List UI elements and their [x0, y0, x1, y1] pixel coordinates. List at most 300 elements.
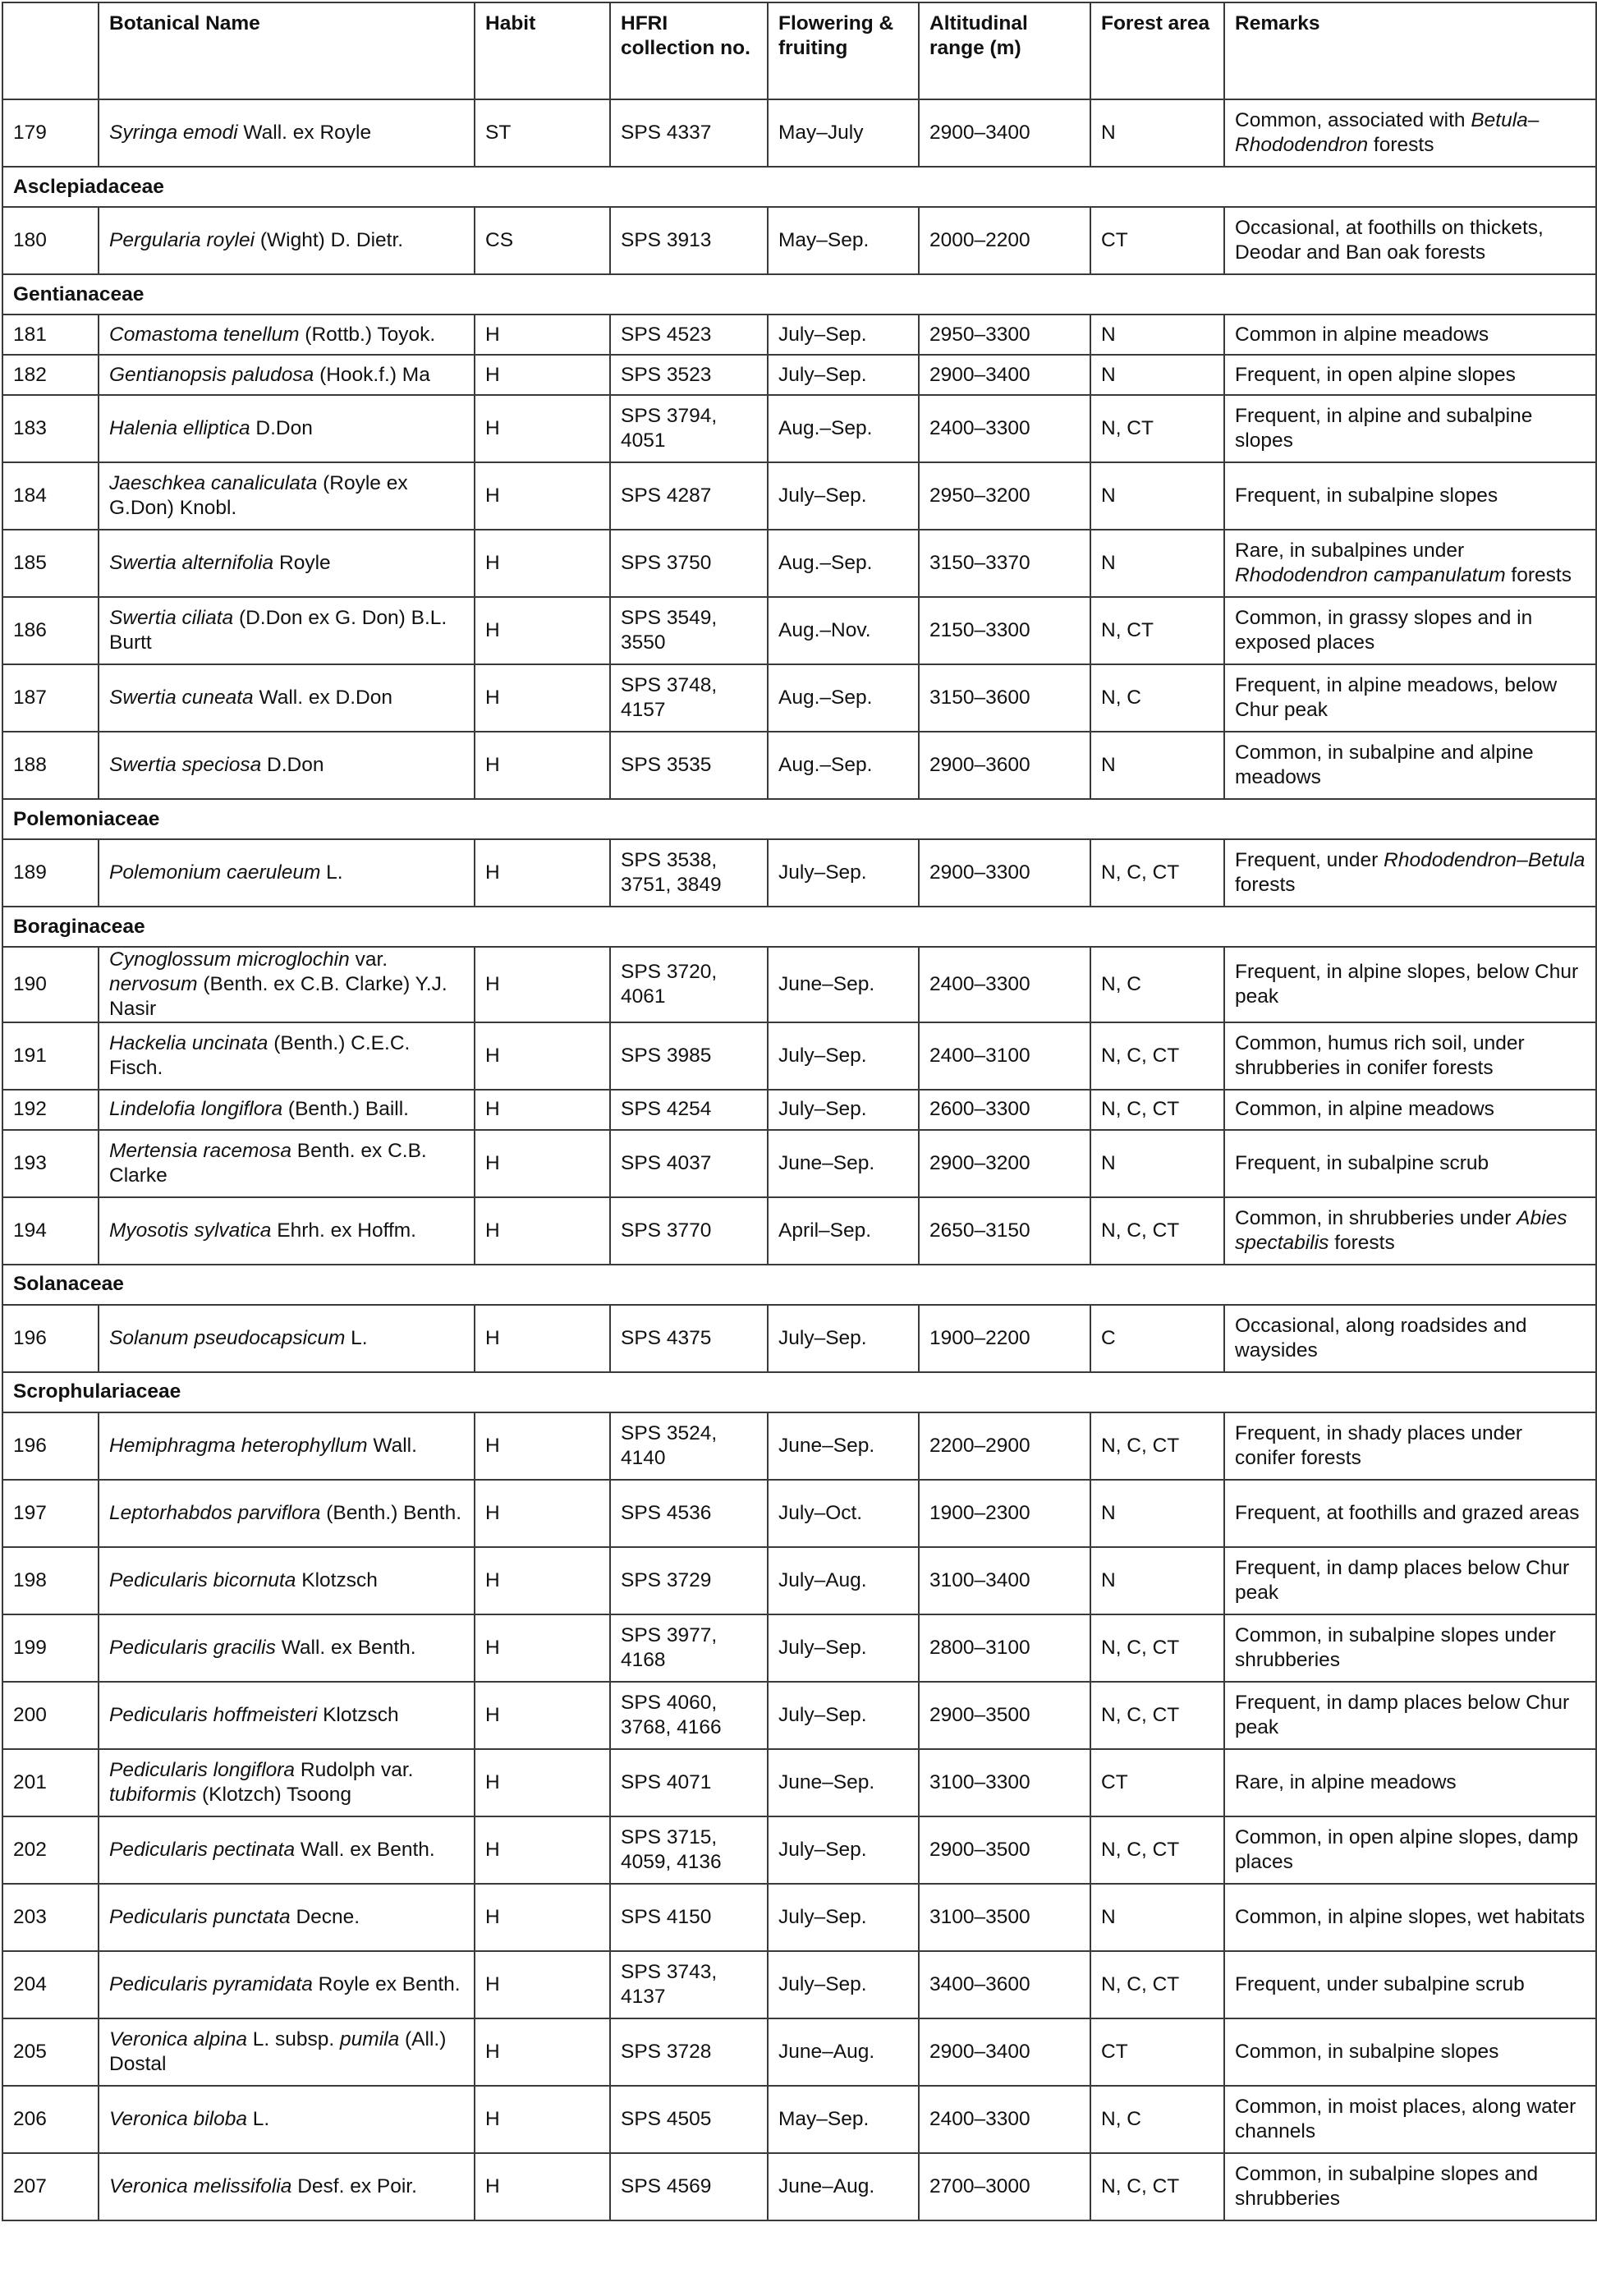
row-number-cell: 194	[2, 1197, 99, 1265]
forest-area-cell: N, C, CT	[1090, 1022, 1224, 1090]
habit-cell: H	[475, 1951, 610, 2018]
text-segment: Pedicularis pyramidata	[109, 1972, 313, 1995]
altitude-cell: 1900–2200	[919, 1305, 1090, 1372]
text-segment: Wall. ex D.Don	[253, 687, 392, 709]
text-segment: –	[1517, 849, 1528, 872]
botanical-name-cell	[99, 1130, 475, 1197]
table-header-row	[2, 2, 1596, 99]
remarks-cell	[1224, 597, 1596, 664]
flowering-cell: Aug.–Nov.	[768, 597, 919, 664]
collection-number-cell: SPS 4287	[610, 462, 768, 530]
text-segment: (All.) Dostal	[109, 2027, 447, 2075]
collection-number-cell: SPS 3720, 4061	[610, 947, 768, 1022]
botanical-name-cell	[99, 355, 475, 395]
remarks-cell	[1224, 207, 1596, 274]
habit-cell: H	[475, 732, 610, 799]
family-name: Asclepiadaceae	[2, 167, 1596, 207]
text-segment: (Rottb.) Toyok.	[299, 323, 436, 346]
collection-number-cell: SPS 3523	[610, 355, 768, 395]
row-number-cell: 185	[2, 530, 99, 597]
text-segment: forests	[1235, 874, 1296, 896]
altitude-cell: 2200–2900	[919, 1412, 1090, 1480]
text-segment: Hemiphragma heterophyllum	[109, 1434, 368, 1457]
family-name: Polemoniaceae	[2, 799, 1596, 839]
collection-number-cell: SPS 3715, 4059, 4136	[610, 1816, 768, 1884]
collection-number-cell: SPS 3985	[610, 1022, 768, 1090]
botanical-name-cell	[99, 99, 475, 167]
remarks-cell	[1224, 1090, 1596, 1130]
text-segment: Wall. ex Benth.	[275, 1636, 416, 1659]
botanical-name-cell	[99, 732, 475, 799]
text-segment: Syringa emodi	[109, 122, 238, 145]
row-number-cell: 191	[2, 1022, 99, 1090]
botanical-name-cell	[99, 395, 475, 462]
remarks-cell	[1224, 1197, 1596, 1265]
flowering-cell: May–Sep.	[768, 207, 919, 274]
header-cell-forest-area: Forest area	[1090, 2, 1224, 99]
text-segment: Swertia ciliata	[109, 607, 234, 630]
remarks-cell	[1224, 1816, 1596, 1884]
altitude-cell: 2400–3100	[919, 1022, 1090, 1090]
remarks-cell	[1224, 355, 1596, 395]
text-segment: (Benth.) C.E.C. Fisch.	[109, 1031, 411, 1079]
table-row	[2, 1022, 1596, 1090]
text-segment: Hackelia uncinata	[109, 1031, 268, 1054]
table-row	[2, 839, 1596, 907]
text-segment: Frequent, in damp places below Chur peak	[1235, 1691, 1570, 1738]
table-row	[2, 315, 1596, 355]
text-segment: Klotzsch	[317, 1703, 399, 1726]
family-name: Solanaceae	[2, 1265, 1596, 1305]
text-segment: Rare, in subalpines under	[1235, 540, 1465, 563]
text-segment: Royle ex Benth.	[312, 1972, 461, 1995]
text-segment: D.Don	[250, 417, 313, 440]
forest-area-cell: N	[1090, 99, 1224, 167]
text-segment: Common, in open alpine slopes, damp places	[1235, 1825, 1579, 1873]
text-segment: Frequent, under	[1235, 849, 1384, 872]
text-segment: –	[1527, 109, 1540, 132]
text-segment: var.	[349, 948, 388, 971]
text-segment: (Benth.) Benth.	[320, 1501, 462, 1524]
forest-area-cell: N	[1090, 530, 1224, 597]
altitude-cell: 2400–3300	[919, 2086, 1090, 2153]
forest-area-cell: N, CT	[1090, 395, 1224, 462]
text-segment: Rhododendron campanulatum	[1235, 564, 1506, 586]
text-segment: Pergularia roylei	[109, 229, 255, 252]
habit-cell: H	[475, 597, 610, 664]
text-segment: Lindelofia longiflora	[109, 1098, 283, 1121]
forest-area-cell: N	[1090, 732, 1224, 799]
text-segment: Common, in alpine slopes, wet habitats	[1235, 1905, 1586, 1928]
text-segment: Betula	[1471, 109, 1528, 132]
text-segment: Wall. ex Royle	[237, 122, 372, 145]
altitude-cell: 2900–3500	[919, 1816, 1090, 1884]
family-name: Boraginaceae	[2, 907, 1596, 947]
altitude-cell: 2950–3300	[919, 315, 1090, 355]
habit-cell: CS	[475, 207, 610, 274]
collection-number-cell: SPS 4071	[610, 1749, 768, 1816]
text-segment: Veronica melissifolia	[109, 2174, 292, 2197]
text-segment: Frequent, under subalpine scrub	[1235, 1972, 1525, 1995]
botanical-name-cell	[99, 1022, 475, 1090]
flowering-cell: July–Sep.	[768, 1816, 919, 1884]
remarks-cell	[1224, 2086, 1596, 2153]
botanical-name-cell	[99, 1547, 475, 1614]
flowering-cell: July–Sep.	[768, 1682, 919, 1749]
family-header-row	[2, 1372, 1596, 1412]
botanical-name-cell	[99, 1682, 475, 1749]
text-segment: Klotzsch	[296, 1568, 378, 1591]
text-segment: Solanum pseudocapsicum	[109, 1326, 346, 1349]
forest-area-cell: N	[1090, 315, 1224, 355]
text-segment: (Royle ex G.Don) Knobl.	[109, 472, 408, 519]
collection-number-cell: SPS 3750	[610, 530, 768, 597]
forest-area-cell: N, C, CT	[1090, 1197, 1224, 1265]
row-number-cell: 182	[2, 355, 99, 395]
text-segment: Cynoglossum microglochin	[109, 948, 350, 971]
text-segment: Common, in shrubberies under	[1235, 1206, 1517, 1229]
table-row	[2, 1951, 1596, 2018]
forest-area-cell: N, CT	[1090, 597, 1224, 664]
row-number-cell: 183	[2, 395, 99, 462]
altitude-cell: 2900–3200	[919, 1130, 1090, 1197]
text-segment: Frequent, in alpine meadows, below Chur peak	[1235, 674, 1558, 721]
text-segment: nervosum	[109, 972, 198, 995]
header-cell-number	[2, 2, 99, 99]
flowering-cell: June–Sep.	[768, 1412, 919, 1480]
text-segment: Common, in subalpine and alpine meadows	[1235, 742, 1534, 788]
row-number-cell: 201	[2, 1749, 99, 1816]
botanical-name-cell	[99, 207, 475, 274]
table-body	[2, 99, 1596, 2220]
botanical-name-cell	[99, 1305, 475, 1372]
habit-cell: H	[475, 2018, 610, 2086]
habit-cell: H	[475, 1090, 610, 1130]
altitude-cell: 1900–2300	[919, 1480, 1090, 1547]
forest-area-cell: N, C, CT	[1090, 1614, 1224, 1682]
flowering-cell: July–Sep.	[768, 1090, 919, 1130]
forest-area-cell: N, C, CT	[1090, 1412, 1224, 1480]
collection-number-cell: SPS 3728	[610, 2018, 768, 2086]
collection-number-cell: SPS 3729	[610, 1547, 768, 1614]
flowering-cell: April–Sep.	[768, 1197, 919, 1265]
text-segment: Swertia speciosa	[109, 754, 262, 777]
row-number-cell: 184	[2, 462, 99, 530]
row-number-cell: 205	[2, 2018, 99, 2086]
flowering-cell: July–Sep.	[768, 315, 919, 355]
text-segment: Frequent, in open alpine slopes	[1235, 363, 1516, 386]
header-cell-flowering: Flowering & fruiting	[768, 2, 919, 99]
altitude-cell: 2150–3300	[919, 597, 1090, 664]
collection-number-cell: SPS 3524, 4140	[610, 1412, 768, 1480]
forest-area-cell: N	[1090, 355, 1224, 395]
table-row	[2, 355, 1596, 395]
collection-number-cell: SPS 4523	[610, 315, 768, 355]
collection-number-cell: SPS 4505	[610, 2086, 768, 2153]
altitude-cell: 2400–3300	[919, 947, 1090, 1022]
remarks-cell	[1224, 1412, 1596, 1480]
botanical-name-cell	[99, 530, 475, 597]
row-number-cell: 202	[2, 1816, 99, 1884]
row-number-cell: 198	[2, 1547, 99, 1614]
habit-cell: H	[475, 1022, 610, 1090]
habit-cell: H	[475, 839, 610, 907]
flowering-cell: July–Sep.	[768, 1614, 919, 1682]
habit-cell: H	[475, 315, 610, 355]
text-segment: forests	[1329, 1231, 1395, 1254]
table-row	[2, 207, 1596, 274]
collection-number-cell: SPS 4337	[610, 99, 768, 167]
forest-area-cell: N, C	[1090, 2086, 1224, 2153]
remarks-cell	[1224, 2153, 1596, 2220]
text-segment: Rhododendron	[1384, 849, 1517, 872]
remarks-cell	[1224, 1614, 1596, 1682]
text-segment: (Benth. ex C.B. Clarke) Y.J. Nasir	[109, 972, 447, 1020]
botanical-name-cell	[99, 947, 475, 1022]
altitude-cell: 2400–3300	[919, 395, 1090, 462]
botanical-name-cell	[99, 1480, 475, 1547]
forest-area-cell: N, C, CT	[1090, 1682, 1224, 1749]
text-segment: Rare, in alpine meadows	[1235, 1770, 1457, 1793]
text-segment: Frequent, in subalpine slopes	[1235, 484, 1498, 507]
text-segment: Myosotis sylvatica	[109, 1219, 272, 1242]
flowering-cell: July–Sep.	[768, 839, 919, 907]
altitude-cell: 2800–3100	[919, 1614, 1090, 1682]
table-row	[2, 1130, 1596, 1197]
text-segment: Pedicularis bicornuta	[109, 1568, 296, 1591]
habit-cell: H	[475, 2086, 610, 2153]
habit-cell: H	[475, 664, 610, 732]
row-number-cell: 186	[2, 597, 99, 664]
botanical-name-cell	[99, 664, 475, 732]
collection-number-cell: SPS 3549, 3550	[610, 597, 768, 664]
text-segment: Ehrh. ex Hoffm.	[271, 1219, 416, 1242]
altitude-cell: 2900–3400	[919, 355, 1090, 395]
collection-number-cell: SPS 3770	[610, 1197, 768, 1265]
habit-cell: H	[475, 1197, 610, 1265]
text-segment: Frequent, in subalpine scrub	[1235, 1151, 1489, 1174]
text-segment: Common, associated with	[1235, 109, 1471, 132]
text-segment: L.	[246, 2107, 270, 2130]
text-segment: Veronica biloba	[109, 2107, 247, 2130]
altitude-cell: 3100–3500	[919, 1884, 1090, 1951]
altitude-cell: 3100–3300	[919, 1749, 1090, 1816]
table-row	[2, 1305, 1596, 1372]
table-row	[2, 664, 1596, 732]
botanical-name-cell	[99, 1884, 475, 1951]
forest-area-cell: N	[1090, 1547, 1224, 1614]
row-number-cell: 200	[2, 1682, 99, 1749]
botanical-name-cell	[99, 2086, 475, 2153]
text-segment: Pedicularis pectinata	[109, 1838, 296, 1861]
text-segment: Halenia elliptica	[109, 417, 250, 440]
forest-area-cell: CT	[1090, 1749, 1224, 1816]
habit-cell: H	[475, 395, 610, 462]
altitude-cell: 2900–3500	[919, 1682, 1090, 1749]
altitude-cell: 3400–3600	[919, 1951, 1090, 2018]
remarks-cell	[1224, 1022, 1596, 1090]
text-segment: Veronica alpina	[109, 2027, 247, 2050]
botanical-name-cell	[99, 1197, 475, 1265]
text-segment: Rhododendron	[1235, 134, 1369, 156]
collection-number-cell: SPS 4037	[610, 1130, 768, 1197]
text-segment: (Klotzch) Tsoong	[196, 1783, 352, 1806]
habit-cell: H	[475, 1547, 610, 1614]
text-segment: Swertia alternifolia	[109, 552, 274, 575]
flowering-cell: July–Sep.	[768, 1022, 919, 1090]
flowering-cell: May–July	[768, 99, 919, 167]
text-segment: Pedicularis gracilis	[109, 1636, 276, 1659]
flowering-cell: July–Sep.	[768, 1951, 919, 2018]
text-segment: (Wight) D. Dietr.	[255, 229, 404, 252]
row-number-cell: 180	[2, 207, 99, 274]
altitude-cell: 2000–2200	[919, 207, 1090, 274]
altitude-cell: 2900–3600	[919, 732, 1090, 799]
remarks-cell	[1224, 462, 1596, 530]
forest-area-cell: N, C, CT	[1090, 1816, 1224, 1884]
forest-area-cell: CT	[1090, 2018, 1224, 2086]
forest-area-cell: N	[1090, 1480, 1224, 1547]
botanical-name-cell	[99, 1749, 475, 1816]
text-segment: Wall.	[367, 1434, 417, 1457]
table-row	[2, 732, 1596, 799]
remarks-cell	[1224, 2018, 1596, 2086]
altitude-cell: 3150–3600	[919, 664, 1090, 732]
row-number-cell: 199	[2, 1614, 99, 1682]
row-number-cell: 187	[2, 664, 99, 732]
text-segment: L.	[345, 1326, 368, 1349]
text-segment: Common, in moist places, along water channels	[1235, 2095, 1576, 2142]
family-name: Scrophulariaceae	[2, 1372, 1596, 1412]
collection-number-cell: SPS 3535	[610, 732, 768, 799]
table-row	[2, 462, 1596, 530]
text-segment: Decne.	[290, 1905, 360, 1928]
table-row	[2, 1884, 1596, 1951]
remarks-cell	[1224, 395, 1596, 462]
row-number-cell: 189	[2, 839, 99, 907]
family-name: Gentianaceae	[2, 274, 1596, 315]
flowering-cell: June–Sep.	[768, 1130, 919, 1197]
habit-cell: H	[475, 1682, 610, 1749]
species-table	[2, 2, 1597, 2221]
habit-cell: H	[475, 1884, 610, 1951]
row-number-cell: 196	[2, 1412, 99, 1480]
botanical-name-cell	[99, 597, 475, 664]
botanical-name-cell	[99, 315, 475, 355]
remarks-cell	[1224, 1305, 1596, 1372]
family-header-row	[2, 907, 1596, 947]
forest-area-cell: C	[1090, 1305, 1224, 1372]
row-number-cell: 207	[2, 2153, 99, 2220]
remarks-cell	[1224, 1547, 1596, 1614]
forest-area-cell: N	[1090, 462, 1224, 530]
flowering-cell: June–Sep.	[768, 947, 919, 1022]
header-cell-collection-no: HFRI collection no.	[610, 2, 768, 99]
text-segment: (D.Don ex G. Don) B.L. Burtt	[109, 607, 447, 654]
collection-number-cell: SPS 3748, 4157	[610, 664, 768, 732]
remarks-cell	[1224, 315, 1596, 355]
collection-number-cell: SPS 3538, 3751, 3849	[610, 839, 768, 907]
row-number-cell: 179	[2, 99, 99, 167]
flowering-cell: July–Sep.	[768, 355, 919, 395]
collection-number-cell: SPS 3743, 4137	[610, 1951, 768, 2018]
flowering-cell: July–Aug.	[768, 1547, 919, 1614]
table-row	[2, 1614, 1596, 1682]
text-segment: Occasional, along roadsides and waysides	[1235, 1314, 1527, 1362]
table-row	[2, 2086, 1596, 2153]
altitude-cell: 3150–3370	[919, 530, 1090, 597]
flowering-cell: July–Sep.	[768, 1884, 919, 1951]
header-cell-altitude: Altitudinal range (m)	[919, 2, 1090, 99]
text-segment: Gentianopsis paludosa	[109, 363, 314, 386]
forest-area-cell: CT	[1090, 207, 1224, 274]
remarks-cell	[1224, 1951, 1596, 2018]
forest-area-cell: N, C	[1090, 664, 1224, 732]
remarks-cell	[1224, 1130, 1596, 1197]
flowering-cell: Aug.–Sep.	[768, 395, 919, 462]
habit-cell: H	[475, 1412, 610, 1480]
remarks-cell	[1224, 530, 1596, 597]
text-segment: Common, in subalpine slopes	[1235, 2040, 1499, 2063]
family-header-row	[2, 1265, 1596, 1305]
altitude-cell: 2650–3150	[919, 1197, 1090, 1265]
table-row	[2, 2153, 1596, 2220]
text-segment: forests	[1505, 564, 1572, 586]
remarks-cell	[1224, 1884, 1596, 1951]
table-row	[2, 395, 1596, 462]
family-header-row	[2, 167, 1596, 207]
habit-cell: H	[475, 1130, 610, 1197]
habit-cell: ST	[475, 99, 610, 167]
row-number-cell: 197	[2, 1480, 99, 1547]
altitude-cell: 3100–3400	[919, 1547, 1090, 1614]
text-segment: Mertensia racemosa	[109, 1139, 291, 1162]
flowering-cell: Aug.–Sep.	[768, 732, 919, 799]
table-row	[2, 1090, 1596, 1130]
text-segment: pumila	[340, 2027, 400, 2050]
family-header-row	[2, 274, 1596, 315]
altitude-cell: 2900–3400	[919, 2018, 1090, 2086]
botanical-name-cell	[99, 462, 475, 530]
row-number-cell: 190	[2, 947, 99, 1022]
text-segment: Frequent, in alpine and subalpine slopes	[1235, 405, 1533, 452]
text-segment: L. subsp.	[246, 2027, 341, 2050]
text-segment: Pedicularis punctata	[109, 1905, 291, 1928]
flowering-cell: Aug.–Sep.	[768, 664, 919, 732]
collection-number-cell: SPS 4150	[610, 1884, 768, 1951]
forest-area-cell: N	[1090, 1884, 1224, 1951]
remarks-cell	[1224, 1749, 1596, 1816]
collection-number-cell: SPS 4536	[610, 1480, 768, 1547]
habit-cell: H	[475, 462, 610, 530]
flowering-cell: July–Sep.	[768, 1305, 919, 1372]
text-segment: Common in alpine meadows	[1235, 323, 1489, 346]
text-segment: Wall. ex Benth.	[295, 1838, 435, 1861]
row-number-cell: 181	[2, 315, 99, 355]
row-number-cell: 203	[2, 1884, 99, 1951]
collection-number-cell: SPS 3794, 4051	[610, 395, 768, 462]
text-segment: Frequent, in damp places below Chur peak	[1235, 1556, 1570, 1604]
table-row	[2, 1682, 1596, 1749]
remarks-cell	[1224, 99, 1596, 167]
text-segment: forests	[1368, 134, 1434, 156]
altitude-cell: 2900–3300	[919, 839, 1090, 907]
table-row	[2, 1197, 1596, 1265]
flowering-cell: July–Sep.	[768, 462, 919, 530]
remarks-cell	[1224, 664, 1596, 732]
habit-cell: H	[475, 1749, 610, 1816]
text-segment: D.Don	[261, 754, 324, 777]
